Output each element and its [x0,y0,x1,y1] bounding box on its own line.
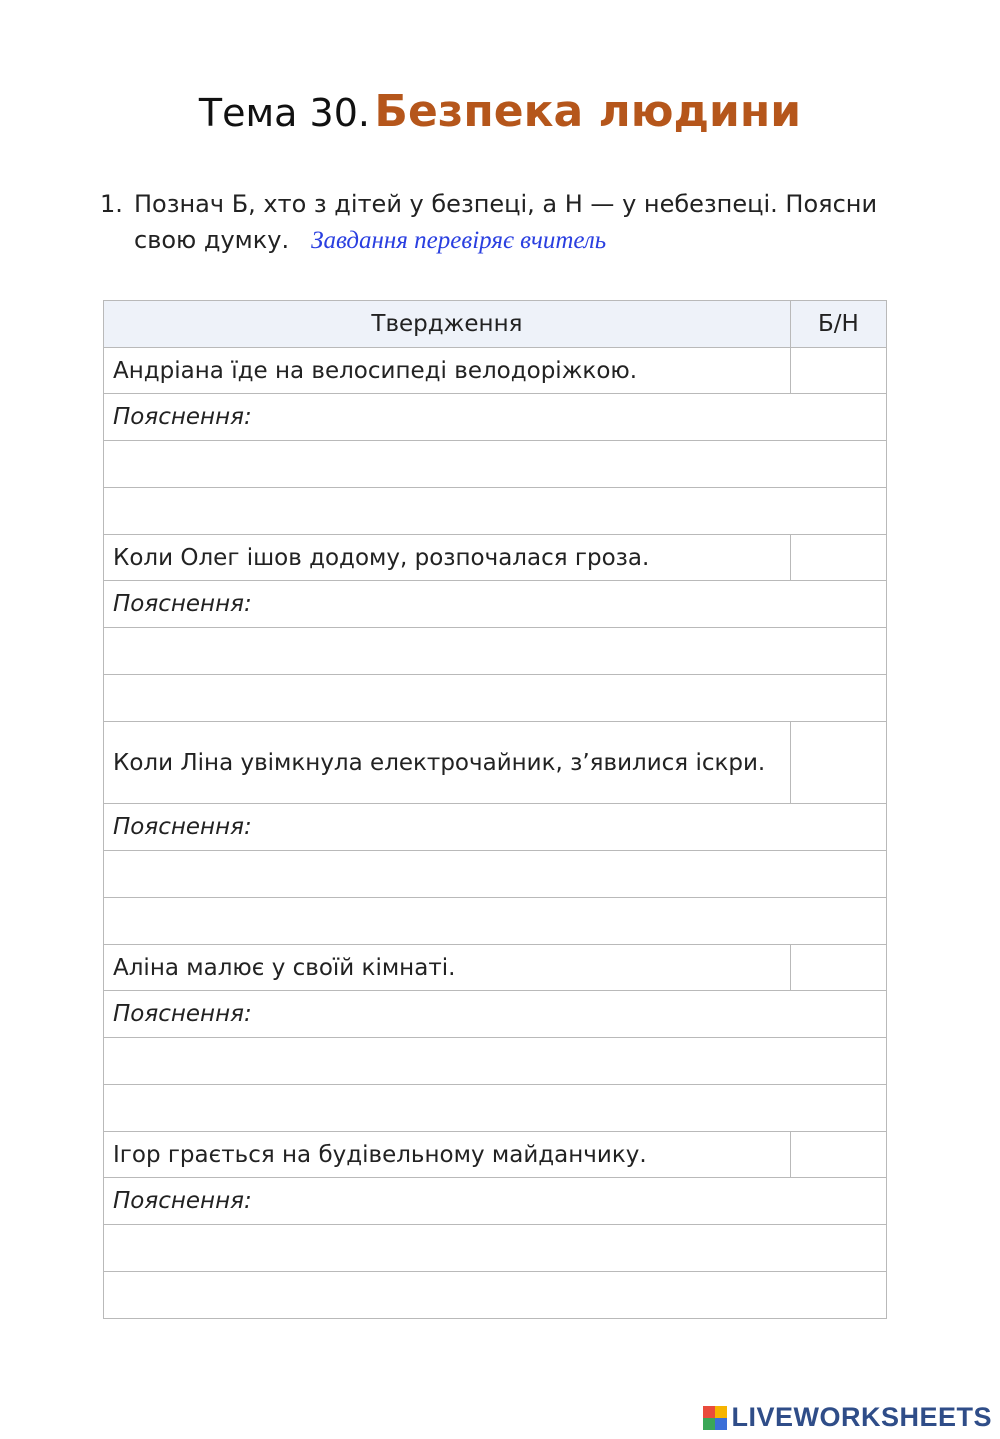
header-statement: Твердження [104,301,791,348]
explanation-input[interactable] [104,1085,887,1132]
explanation-line[interactable] [104,628,887,675]
teacher-check-note: Завдання перевіряє вчитель [311,227,607,254]
explanation-input[interactable] [104,675,887,722]
explanation-line[interactable] [104,1225,887,1272]
answer-cell[interactable] [790,722,886,804]
explanation-row [104,991,887,1038]
explanation-line[interactable] [104,441,887,488]
explanation-line[interactable] [104,488,887,535]
explanation-line[interactable] [104,1038,887,1085]
logo-square-red [703,1406,715,1418]
explanation-line[interactable] [104,1085,887,1132]
liveworksheets-logo-icon [703,1406,727,1430]
table-header-row [104,301,887,348]
header-answer: Б/Н [790,301,886,348]
explanation-input[interactable] [104,488,887,535]
answer-cell[interactable] [790,945,886,991]
liveworksheets-footer [703,1402,992,1433]
statement-row [104,945,887,991]
explanation-input[interactable] [104,898,887,945]
explanation-label: Пояснення: [104,804,887,851]
task-number: 1. [100,190,123,218]
answer-cell[interactable] [790,348,886,394]
explanation-line[interactable] [104,851,887,898]
answer-cell[interactable] [790,535,886,581]
explanation-row [104,804,887,851]
logo-square-green [703,1418,715,1430]
explanation-line[interactable] [104,675,887,722]
statement-row [104,1132,887,1178]
explanation-label: Пояснення: [104,394,887,441]
topic-number: Тема 30. [198,91,370,135]
explanation-input[interactable] [104,628,887,675]
explanation-row [104,581,887,628]
liveworksheets-brand: LIVEWORKSHEETS [731,1402,992,1432]
explanation-input[interactable] [104,851,887,898]
task-instruction [100,186,900,259]
statement-text: Коли Ліна увімкнула електрочайник, з’явилися іскри. [104,722,791,804]
statement-row [104,535,887,581]
explanation-row [104,394,887,441]
statement-row [104,722,887,804]
explanation-line[interactable] [104,1272,887,1319]
explanation-label: Пояснення: [104,1178,887,1225]
explanation-input[interactable] [104,1272,887,1319]
page-title [0,86,1000,137]
statement-text: Андріана їде на велосипеді велодоріжкою. [104,348,791,394]
explanation-label: Пояснення: [104,581,887,628]
task-text: Познач Б, хто з дітей у безпеці, а Н — у небезпеці. Поясни свою думку. [134,190,878,254]
explanation-row [104,1178,887,1225]
explanation-input[interactable] [104,1038,887,1085]
explanation-input[interactable] [104,441,887,488]
topic-title: Безпека людини [374,86,802,137]
logo-square-yellow [715,1406,727,1418]
answer-cell[interactable] [790,1132,886,1178]
task-text-wrapper [134,186,900,259]
explanation-line[interactable] [104,898,887,945]
worksheet-table [103,300,887,1319]
statement-row [104,348,887,394]
statement-text: Ігор грається на будівельному майданчику. [104,1132,791,1178]
logo-square-blue [715,1418,727,1430]
statement-text: Аліна малює у своїй кімнаті. [104,945,791,991]
explanation-label: Пояснення: [104,991,887,1038]
explanation-input[interactable] [104,1225,887,1272]
statement-text: Коли Олег ішов додому, розпочалася гроза. [104,535,791,581]
